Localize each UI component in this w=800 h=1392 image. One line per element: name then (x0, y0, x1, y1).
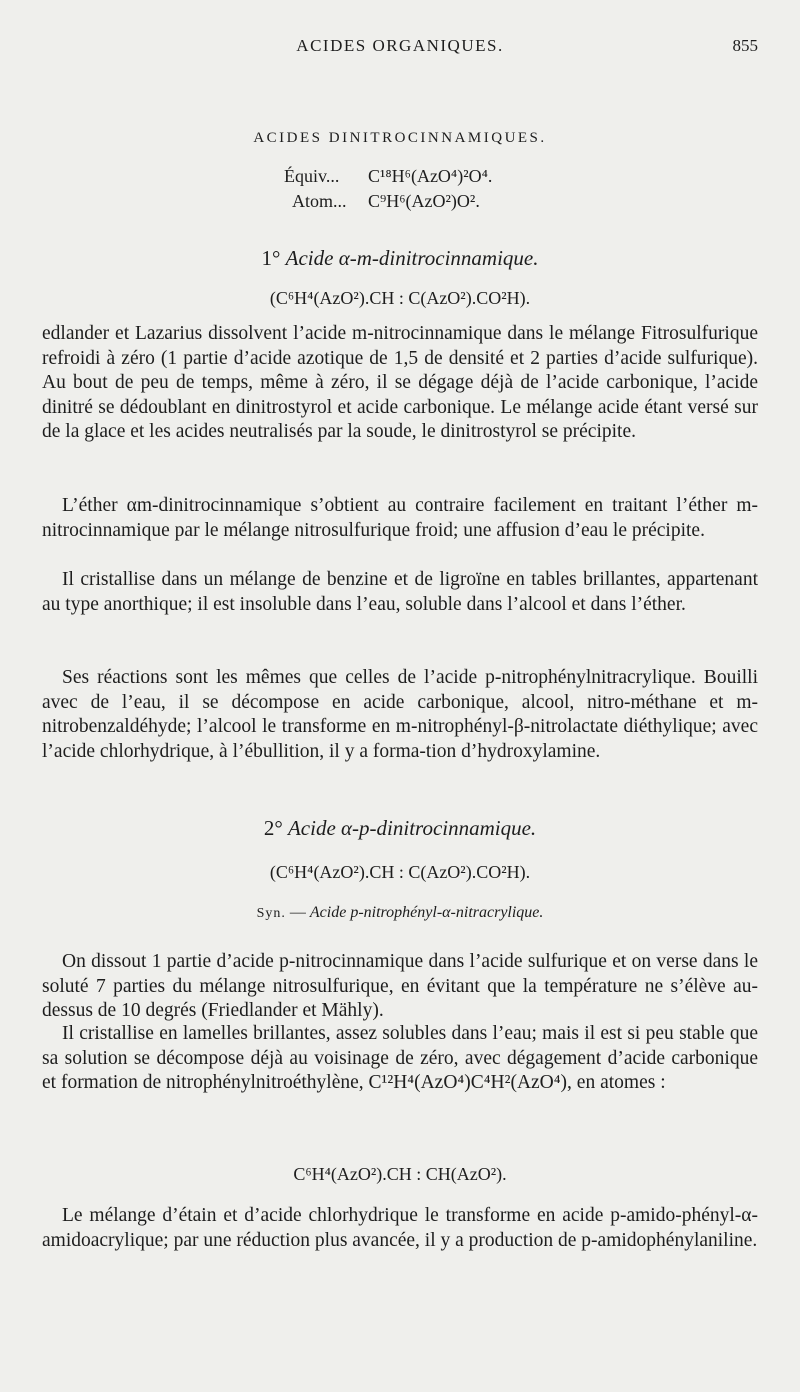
running-title: ACIDES ORGANIQUES. (296, 36, 504, 55)
acid2-paragraph-2: Il cristallise en lamelles brillantes, assez solubles dans l’eau; mais il est si peu stable que sa solution se décompose déjà au voisinage de zéro, avec dégagement d’acide carbonique et formation de nitrophénylnitroéthylène, C¹²H⁴(AzO⁴)C⁴H²(AzO⁴), en atomes : (42, 1023, 758, 1094)
acid2-name: Acide α-p-dinitrocinnamique. (287, 816, 537, 840)
equiv-label: Équiv... (284, 166, 340, 186)
acid2-number: 2° (263, 816, 283, 840)
acid1-heading (0, 246, 800, 271)
acid2-formula: (C⁶H⁴(AzO²).CH : C(AzO²).CO²H). (269, 862, 531, 882)
acid2-paragraph-1: On dissout 1 partie d’acide p-nitrocinnamique dans l’acide sulfurique et on verse dans le soluté 7 parties du mélange nitrosulfurique, en évitant que la température ne s’élève au-dessus de 10 degrés (Friedlander et Mähly). (42, 951, 758, 1022)
running-head (0, 22, 800, 62)
section-title: ACIDES DINITROCINNAMIQUES. (253, 130, 547, 146)
acid1-paragraph-4: Ses réactions sont les mêmes que celles de l’acide p-nitrophénylnitracrylique. Bouilli avec de l’eau, il se décompose en acide carbonique, alcool, nitro-méthane et m-nitrobenzaldéhyde; l’alcool le transforme en m-nitrophényl-β-nitrolactate diéthylique; avec l’acide chlorhydrique, à l’ébullition, il y a forma-tion d’hydroxylamine. (42, 667, 758, 762)
acid1-name: Acide α-m-dinitrocinnamique. (285, 246, 539, 270)
acid1-paragraph-2: L’éther αm-dinitrocinnamique s’obtient au contraire facilement en traitant l’éther m-nitrocinnamique par le mélange nitrosulfurique froid; une affusion d’eau le précipite. (42, 495, 758, 541)
page-number: 855 (732, 36, 758, 55)
acid2-heading (0, 816, 800, 841)
atom-formula: C⁹H⁶(AzO²)O². (368, 191, 480, 211)
synonym-line (0, 904, 800, 922)
acid2-final-paragraph: Le mélange d’étain et d’acide chlorhydrique le transforme en acide p-amido-phényl-α-amidoacrylique; par une réduction plus avancée, il y a production de p-amidophénylaniline. (42, 1205, 758, 1251)
synonym-name: Acide p-nitrophényl-α-nitracrylique. (309, 904, 544, 921)
acid2-formula-2: C⁶H⁴(AzO²).CH : CH(AzO²). (293, 1164, 507, 1184)
synonym-dash: — (289, 904, 306, 921)
equiv-formula: C¹⁸H⁶(AzO⁴)²O⁴. (368, 166, 493, 186)
acid1-paragraph-3: Il cristallise dans un mélange de benzine et de ligroïne en tables brillantes, appartenant au type anorthique; il est insoluble dans l’eau, soluble dans l’alcool et dans l’éther. (42, 569, 758, 615)
acid1-number: 1° (261, 246, 281, 270)
acid1-paragraph-1: edlander et Lazarius dissolvent l’acide m-nitrocinnamique dans le mélange Fitrosulfurique refroidi à zéro (1 partie d’acide azotique de 1,5 de densité et 2 parties d’acide sulfurique). Au bout de peu de temps, même à zéro, il se dégage déjà de l’acide carbonique, l’acide dinitré se dédoublant en dinitrostyrol et acide carbonique. Le mélange acide étant versé sur de la glace et les acides neutralisés par la soude, le dinitrostyrol se précipite. (42, 323, 758, 443)
synonym-label: Syn. (256, 906, 286, 921)
atom-label: Atom... (292, 191, 347, 211)
acid1-formula: (C⁶H⁴(AzO²).CH : C(AzO²).CO²H). (269, 288, 531, 308)
